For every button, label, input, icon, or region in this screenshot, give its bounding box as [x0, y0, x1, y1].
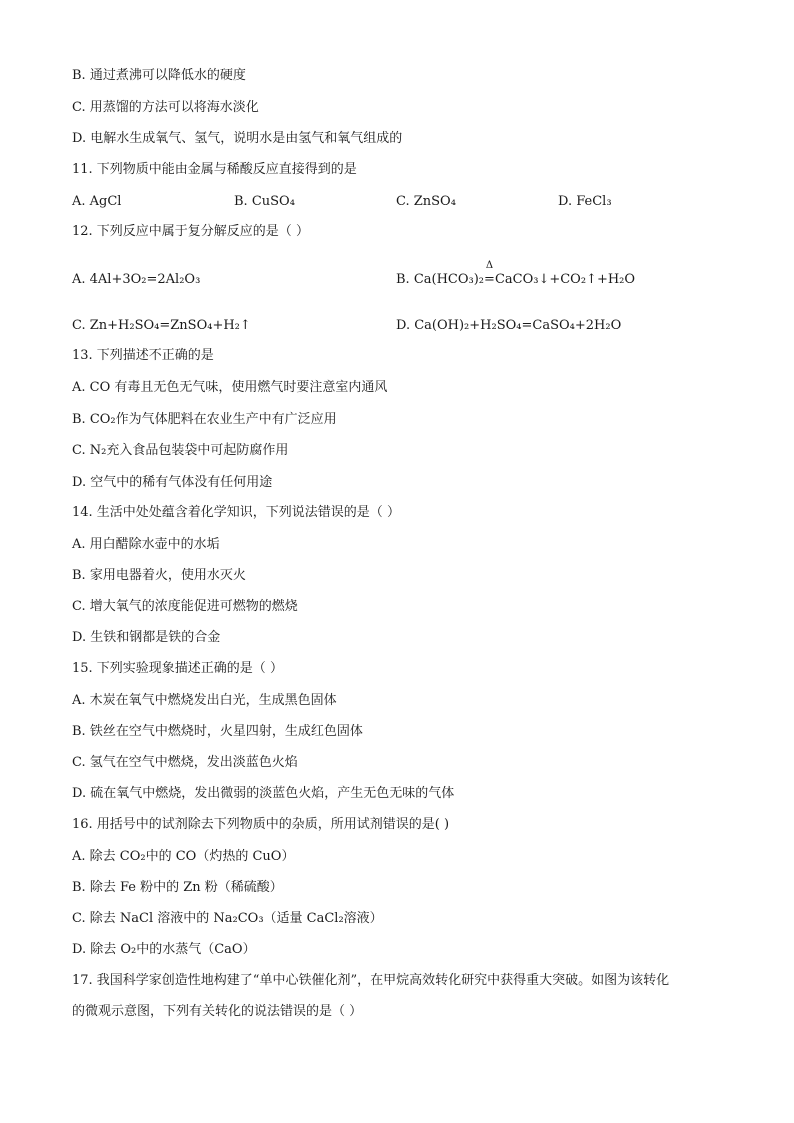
q13-option-c: C. N₂充入食品包装袋中可起防腐作用: [72, 443, 289, 458]
q11-option-b: B. CuSO₄: [234, 194, 295, 209]
q12-option-c: C. Zn+H₂SO₄=ZnSO₄+H₂↑: [72, 318, 251, 333]
heat-condition-arrow: [484, 260, 495, 288]
q11-option-a: A. AgCl: [72, 194, 122, 209]
q17-stem-line1: 17. 我国科学家创造性地构建了“单中心铁催化剂”，在甲烷高效转化研究中获得重大突破。如图为该转化: [72, 973, 670, 988]
q13-option-b: B. CO₂作为气体肥料在农业生产中有广泛应用: [72, 412, 337, 427]
q16-option-a: A. 除去 CO₂中的 CO（灼热的 CuO）: [72, 849, 295, 864]
q10-option-d: D. 电解水生成氧气、氢气，说明水是由氢气和氧气组成的: [72, 131, 403, 146]
q12-option-a: A. 4Al+3O₂=2Al₂O₃: [72, 272, 201, 287]
q14-option-b: B. 家用电器着火，使用水灭火: [72, 568, 246, 583]
q17-stem-line2: 的微观示意图，下列有关转化的说法错误的是（ ）: [72, 1004, 363, 1019]
q14-option-c: C. 增大氧气的浓度能促进可燃物的燃烧: [72, 599, 298, 614]
q12-option-b-products: CaCO₃↓+CO₂↑+H₂O: [494, 272, 636, 287]
q16-stem: 16. 用括号中的试剂除去下列物质中的杂质，所用试剂错误的是( ): [72, 817, 450, 832]
q14-option-d: D. 生铁和钢都是铁的合金: [72, 630, 221, 645]
q13-stem: 13. 下列描述不正确的是: [72, 348, 214, 363]
q12-option-b-reactant: B. Ca(HCO₃)₂: [396, 272, 485, 287]
q12-stem: 12. 下列反应中属于复分解反应的是（ ）: [72, 224, 309, 239]
q10-option-c: C. 用蒸馏的方法可以将海水淡化: [72, 100, 259, 115]
heat-delta-symbol: Δ: [485, 260, 494, 271]
q12-option-b: [396, 260, 636, 288]
q16-option-c: C. 除去 NaCl 溶液中的 Na₂CO₃（适量 CaCl₂溶液）: [72, 911, 383, 926]
q11-option-d: D. FeCl₃: [558, 194, 612, 209]
q15-option-c: C. 氢气在空气中燃烧，发出淡蓝色火焰: [72, 755, 298, 770]
q12-option-d: D. Ca(OH)₂+H₂SO₄=CaSO₄+2H₂O: [396, 318, 622, 333]
q13-option-d: D. 空气中的稀有气体没有任何用途: [72, 475, 273, 490]
q10-option-b: B. 通过煮沸可以降低水的硬度: [72, 68, 246, 83]
q15-option-b: B. 铁丝在空气中燃烧时，火星四射，生成红色固体: [72, 724, 363, 739]
q11-option-c: C. ZnSO₄: [396, 194, 456, 209]
equals-sign: =: [484, 272, 495, 287]
q16-option-d: D. 除去 O₂中的水蒸气（CaO）: [72, 942, 256, 957]
q15-option-d: D. 硫在氧气中燃烧，发出微弱的淡蓝色火焰，产生无色无味的气体: [72, 786, 455, 801]
q15-stem: 15. 下列实验现象描述正确的是（ ）: [72, 661, 283, 676]
q13-option-a: A. CO 有毒且无色无气味，使用燃气时要注意室内通风: [72, 380, 388, 395]
q14-option-a: A. 用白醋除水壶中的水垢: [72, 537, 220, 552]
q16-option-b: B. 除去 Fe 粉中的 Zn 粉（稀硫酸）: [72, 880, 283, 895]
q11-stem: 11. 下列物质中能由金属与稀酸反应直接得到的是: [72, 162, 357, 177]
q15-option-a: A. 木炭在氧气中燃烧发出白光，生成黑色固体: [72, 693, 337, 708]
q14-stem: 14. 生活中处处蕴含着化学知识，下列说法错误的是（ ）: [72, 505, 400, 520]
